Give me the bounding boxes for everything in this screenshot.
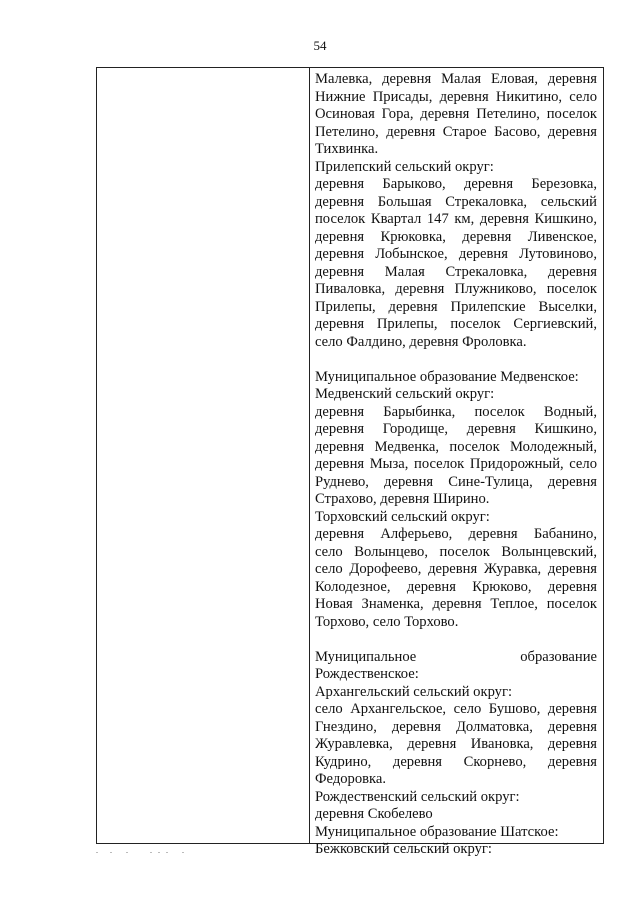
text-line: Прилепский сельский округ: bbox=[315, 158, 494, 175]
scan-artifacts bbox=[96, 852, 196, 856]
text-line: Муниципальное образование bbox=[315, 648, 597, 665]
text-line: деревня Скобелево bbox=[315, 806, 433, 822]
paragraph-gap bbox=[315, 351, 597, 369]
text-line: Архангельский сельский округ: bbox=[315, 683, 513, 700]
text-line: Рождественский сельский округ: bbox=[315, 788, 520, 805]
text-line: Торхово, село Торхово. bbox=[315, 613, 459, 630]
table-right-column bbox=[310, 68, 603, 857]
text-line: Руднево, деревня Сине-Тулица, деревня bbox=[315, 473, 597, 490]
text-line: Осиновая Гора, деревня Петелино, поселок bbox=[315, 106, 597, 122]
text-line: село Архангельское, село Бушово, деревня bbox=[315, 701, 597, 717]
table-left-column bbox=[97, 68, 310, 843]
text-line: Медвенский сельский округ: bbox=[315, 386, 495, 402]
text-line: Муниципальное образование Медвенское: bbox=[315, 368, 579, 385]
text-line: деревня Барыково, деревня Березовка, bbox=[315, 176, 597, 192]
text-line: деревня Прилепы, поселок Сергиевский, bbox=[315, 316, 597, 332]
text-line: село Дорофеево, деревня Журавка, деревня bbox=[315, 561, 597, 577]
text-line: деревня Алферьево, деревня Бабанино, bbox=[315, 526, 597, 542]
text-line: деревня Большая Стрекаловка, сельский bbox=[315, 193, 597, 210]
text-line: деревня Барыбинка, поселок Водный, bbox=[315, 403, 597, 420]
text-line: деревня Медвенка, поселок Молодежный, bbox=[315, 438, 597, 455]
text-line: Колодезное, деревня Крюково, деревня bbox=[315, 578, 597, 595]
text-line: Пиваловка, деревня Плужниково, поселок bbox=[315, 281, 597, 297]
text-line: Муниципальное образование Шатское: bbox=[315, 823, 559, 840]
text-line: деревня Крюковка, деревня Ливенское, bbox=[315, 228, 597, 245]
settlements-table bbox=[96, 67, 604, 857]
text-line: деревня Городище, деревня Кишкино, bbox=[315, 421, 597, 437]
text-line: деревня Малая Стрекаловка, деревня bbox=[315, 263, 597, 280]
text-line: Страхово, деревня Ширино. bbox=[315, 491, 490, 507]
text-line: село Фалдино, деревня Фроловка. bbox=[315, 333, 527, 350]
text-line: Гнездино, деревня Долматовка, деревня bbox=[315, 718, 597, 735]
text-line: Торховский сельский округ: bbox=[315, 508, 490, 525]
text-line: Кудрино, деревня Скорнево, деревня bbox=[315, 753, 597, 770]
paragraph-gap bbox=[315, 631, 597, 649]
text-line: деревня Лобынское, деревня Лутовиново, bbox=[315, 246, 597, 262]
text-line: Петелино, деревня Старое Басово, деревня bbox=[315, 123, 597, 140]
text-line: село Волынцево, поселок Волынцевский, bbox=[315, 543, 597, 560]
text-line: Журавлевка, деревня Ивановка, деревня bbox=[315, 736, 597, 752]
text-line: Федоровка. bbox=[315, 771, 387, 787]
text-line: Бежковский сельский округ: bbox=[315, 841, 492, 857]
text-line: Новая Знаменка, деревня Теплое, поселок bbox=[315, 596, 597, 612]
text-line: Прилепы, деревня Прилепские Выселки, bbox=[315, 298, 597, 315]
page-number: 54 bbox=[313, 38, 327, 53]
text-line: Нижние Присады, деревня Никитино, село bbox=[315, 88, 597, 105]
text-line: поселок Квартал 147 км, деревня Кишкино, bbox=[315, 211, 597, 227]
text-line: деревня Мыза, поселок Придорожный, село bbox=[315, 456, 597, 472]
text-line: Рождественское: bbox=[315, 666, 419, 682]
text-line: Тихвинка. bbox=[315, 141, 379, 157]
text-line: Малевка, деревня Малая Еловая, деревня bbox=[315, 71, 597, 87]
